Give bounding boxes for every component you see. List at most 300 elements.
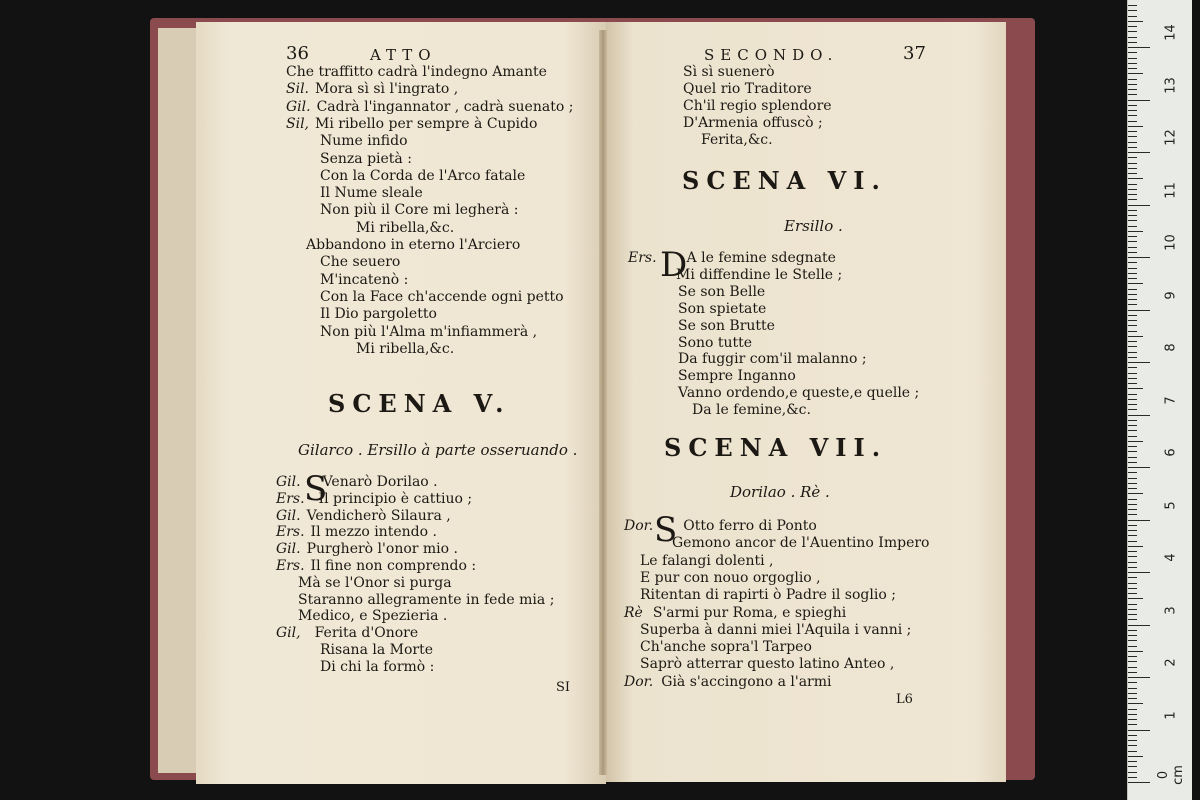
ruler-tick bbox=[1128, 231, 1143, 232]
ruler-tick bbox=[1128, 278, 1137, 279]
ruler-tick bbox=[1128, 115, 1137, 116]
verse-text: Sì sì suenerò bbox=[683, 64, 775, 80]
ruler-tick bbox=[1128, 667, 1137, 668]
ruler-tick bbox=[1128, 493, 1143, 494]
verse-text: Sempre Inganno bbox=[678, 368, 796, 385]
verse-line bbox=[628, 250, 836, 266]
ruler-tick bbox=[1128, 100, 1150, 101]
verse-line bbox=[276, 659, 434, 675]
ruler-tick bbox=[1128, 535, 1137, 536]
ruler-tick bbox=[1128, 294, 1137, 295]
ruler-tick bbox=[1128, 719, 1137, 720]
verse-text: Che traffitto cadrà l'indegno Amante bbox=[286, 64, 547, 80]
verse-line bbox=[628, 385, 919, 401]
ruler-tick bbox=[1128, 189, 1137, 190]
verse-text: Cadrà l'ingannator , cadrà suenato ; bbox=[316, 98, 574, 115]
verse-line bbox=[624, 535, 929, 551]
ruler-label: 8 bbox=[1163, 343, 1179, 352]
ruler-tick bbox=[1128, 436, 1137, 437]
ruler-tick bbox=[1128, 745, 1137, 746]
speaker-label: Ers. bbox=[276, 524, 305, 541]
verse-text: Se son Belle bbox=[678, 283, 766, 300]
verse-text: Di chi la formò : bbox=[320, 658, 435, 675]
verse-line bbox=[628, 267, 842, 283]
ruler-tick bbox=[1128, 556, 1137, 557]
ruler-tick bbox=[1128, 682, 1137, 683]
ruler-tick bbox=[1128, 656, 1137, 657]
verse-text: Abbandono in eterno l'Arciero bbox=[306, 237, 521, 253]
ruler-tick bbox=[1128, 247, 1137, 248]
verse-line bbox=[624, 656, 894, 672]
verse-line bbox=[624, 570, 821, 586]
ruler-tick bbox=[1128, 121, 1137, 122]
verse-line bbox=[286, 272, 408, 288]
ruler-tick bbox=[1128, 378, 1137, 379]
ruler-tick bbox=[1128, 341, 1137, 342]
ruler-tick bbox=[1128, 58, 1137, 59]
scene-6-title: SCENA VI. bbox=[682, 166, 887, 195]
verse-text: Purgherò l'onor mio . bbox=[306, 541, 458, 558]
verse-line bbox=[276, 541, 458, 557]
verse-text: Se son Brutte bbox=[678, 317, 775, 334]
speaker-label: Gil. bbox=[286, 98, 311, 115]
verse-text: Vendicherò Silaura , bbox=[306, 507, 451, 524]
ruler-tick bbox=[1128, 588, 1137, 589]
verse-line bbox=[624, 622, 911, 638]
ruler-tick bbox=[1128, 777, 1137, 778]
ruler-label: 3 bbox=[1163, 605, 1179, 615]
verse-text: Mi ribello per sempre à Cupido bbox=[315, 115, 538, 132]
ruler-tick bbox=[1128, 756, 1143, 757]
ruler-tick bbox=[1128, 688, 1137, 689]
ruler-tick bbox=[1128, 551, 1137, 552]
ruler-tick bbox=[1128, 520, 1150, 521]
ruler-tick bbox=[1128, 420, 1137, 421]
ruler-tick bbox=[1128, 619, 1137, 620]
ruler-tick bbox=[1128, 604, 1137, 605]
ruler-tick bbox=[1128, 572, 1150, 573]
ruler-tick bbox=[1128, 751, 1137, 752]
right-catchword: L6 bbox=[896, 692, 913, 707]
ruler-tick bbox=[1128, 84, 1137, 85]
ruler-tick bbox=[1128, 388, 1143, 389]
verse-text: Non più l'Alma m'infiammerà , bbox=[320, 323, 538, 340]
verse-text: Saprò atterrar questo latino Anteo , bbox=[640, 656, 895, 673]
verse-line bbox=[286, 168, 525, 184]
ruler-tick bbox=[1128, 336, 1143, 337]
verse-line bbox=[628, 351, 867, 367]
ruler-tick bbox=[1128, 467, 1150, 468]
ruler-label: 12 bbox=[1163, 129, 1179, 146]
ruler-tick bbox=[1128, 672, 1137, 673]
ruler-tick bbox=[1128, 488, 1137, 489]
ruler-tick bbox=[1128, 724, 1137, 725]
ruler-tick bbox=[1128, 546, 1143, 547]
ruler-tick bbox=[1128, 504, 1137, 505]
speaker-label: Gil, bbox=[276, 625, 301, 642]
ruler-tick bbox=[1128, 483, 1137, 484]
ruler-tick bbox=[1128, 567, 1137, 568]
ruler-label: 14 bbox=[1163, 24, 1179, 41]
ruler-label: 9 bbox=[1163, 290, 1179, 300]
verse-text: Il fine non comprendo : bbox=[310, 558, 477, 574]
left-running-head: ATTO bbox=[370, 46, 437, 64]
verse-text: Son spietate bbox=[678, 300, 767, 317]
verse-line bbox=[286, 324, 537, 340]
ruler-tick bbox=[1128, 425, 1137, 426]
scene-7-title: SCENA VII. bbox=[664, 433, 888, 462]
verse-line bbox=[628, 368, 796, 384]
verse-line bbox=[286, 64, 547, 80]
verse-line bbox=[628, 284, 765, 300]
ruler-tick bbox=[1128, 68, 1137, 69]
ruler-tick bbox=[1128, 194, 1137, 195]
ruler-tick bbox=[1128, 21, 1143, 22]
verse-line bbox=[624, 605, 846, 621]
ruler-tick bbox=[1128, 562, 1137, 563]
scene-7-drop-cap: S bbox=[654, 510, 678, 550]
ruler-tick bbox=[1128, 289, 1137, 290]
verse-text: Superba à danni miei l'Aquila i vanni ; bbox=[640, 621, 912, 638]
ruler-tick bbox=[1128, 262, 1137, 263]
verse-line bbox=[628, 402, 811, 418]
verse-text: M'incatenò : bbox=[320, 271, 409, 288]
ruler-tick bbox=[1128, 651, 1143, 652]
verse-text: Ferita,&c. bbox=[701, 132, 773, 148]
verse-line bbox=[286, 116, 537, 132]
verse-text: Medico, e Spezieria . bbox=[298, 608, 448, 625]
ruler-tick bbox=[1128, 320, 1137, 321]
ruler-label: 5 bbox=[1163, 500, 1179, 510]
ruler-tick bbox=[1128, 404, 1137, 405]
verse-line bbox=[628, 335, 752, 351]
ruler-tick bbox=[1128, 730, 1150, 731]
verse-text: Venarò Dorilao . bbox=[322, 474, 438, 490]
ruler-tick bbox=[1128, 399, 1137, 400]
ruler-tick bbox=[1128, 609, 1137, 610]
verse-text: Sono tutte bbox=[678, 334, 753, 351]
ruler-tick bbox=[1128, 184, 1137, 185]
ruler-tick bbox=[1128, 772, 1137, 773]
ruler-tick bbox=[1128, 782, 1150, 783]
ruler-tick bbox=[1128, 283, 1143, 284]
verse-text: Con la Corda de l'Arco fatale bbox=[320, 167, 526, 184]
verse-text: S'armi pur Roma, e spieghi bbox=[652, 604, 847, 621]
ruler-tick bbox=[1128, 5, 1137, 6]
ruler-tick bbox=[1128, 499, 1137, 500]
ruler-tick bbox=[1128, 346, 1137, 347]
verse-line bbox=[624, 587, 896, 603]
verse-text: D'Armenia offuscò ; bbox=[683, 115, 823, 131]
ruler-label: 10 bbox=[1163, 234, 1179, 251]
verse-line bbox=[286, 289, 564, 305]
verse-line bbox=[286, 185, 423, 201]
verse-line bbox=[683, 98, 832, 114]
verse-line bbox=[286, 341, 454, 357]
ruler-tick bbox=[1128, 661, 1137, 662]
ruler-tick bbox=[1128, 598, 1143, 599]
ruler-tick bbox=[1128, 451, 1137, 452]
ruler-tick bbox=[1128, 94, 1137, 95]
ruler-tick bbox=[1128, 640, 1137, 641]
ruler-tick bbox=[1128, 677, 1150, 678]
speaker-label: Ers. bbox=[276, 558, 305, 574]
ruler-tick bbox=[1128, 625, 1150, 626]
scene-5-title: SCENA V. bbox=[328, 389, 511, 418]
ruler-tick bbox=[1128, 709, 1137, 710]
speaker-label: Ers. bbox=[628, 250, 657, 266]
ruler-tick bbox=[1128, 89, 1137, 90]
verse-line bbox=[286, 99, 573, 115]
verse-line bbox=[683, 132, 773, 148]
scene-5-cast: Gilarco . Ersillo à parte osseruando . bbox=[298, 441, 578, 459]
verse-text: Ch'anche sopra'l Tarpeo bbox=[640, 639, 812, 656]
right-page-number: 37 bbox=[903, 43, 926, 64]
ruler-label: 7 bbox=[1163, 395, 1179, 405]
ruler-tick bbox=[1128, 273, 1137, 274]
ruler-label: 2 bbox=[1163, 658, 1179, 667]
ruler-tick bbox=[1128, 163, 1137, 164]
verse-text: Otto ferro di Ponto bbox=[683, 518, 817, 534]
ruler-tick bbox=[1128, 47, 1150, 48]
ruler-tick bbox=[1128, 199, 1137, 200]
verse-line bbox=[683, 64, 775, 80]
ruler-tick bbox=[1128, 152, 1150, 153]
ruler-tick bbox=[1128, 168, 1137, 169]
ruler-tick bbox=[1128, 740, 1137, 741]
verse-line bbox=[276, 474, 438, 490]
ruler-tick bbox=[1128, 761, 1137, 762]
verse-text: Quel rio Traditore bbox=[683, 81, 812, 97]
ruler-tick bbox=[1128, 241, 1137, 242]
ruler-tick bbox=[1128, 525, 1137, 526]
verse-text: A le femine sdegnate bbox=[686, 250, 836, 266]
verse-text: Il mezzo intendo . bbox=[310, 524, 437, 541]
verse-line bbox=[683, 115, 823, 131]
speaker-label: Gil. bbox=[276, 541, 301, 558]
verse-line bbox=[286, 220, 454, 236]
ruler-tick bbox=[1128, 142, 1137, 143]
verse-text: Da le femine,&c. bbox=[692, 402, 811, 419]
verse-text: Mora sì sì l'ingrato , bbox=[315, 81, 459, 98]
left-signature: SI bbox=[556, 680, 571, 695]
speaker-label: Rè bbox=[624, 604, 643, 621]
verse-text: Il principio è cattiuo ; bbox=[318, 490, 473, 507]
ruler-tick bbox=[1128, 409, 1137, 410]
ruler-tick bbox=[1128, 205, 1150, 206]
verse-line bbox=[286, 237, 520, 253]
verse-text: Mi ribella,&c. bbox=[356, 219, 455, 236]
ruler-tick bbox=[1128, 304, 1137, 305]
verse-line bbox=[276, 524, 437, 540]
ruler-tick bbox=[1128, 63, 1137, 64]
ruler-tick bbox=[1128, 514, 1137, 515]
ruler-tick bbox=[1128, 703, 1143, 704]
ruler-tick bbox=[1128, 215, 1137, 216]
verse-text: Le falangi dolenti , bbox=[640, 552, 774, 569]
verse-line bbox=[286, 81, 458, 97]
verse-text: Non più il Core mi legherà : bbox=[320, 202, 519, 219]
verse-line bbox=[628, 318, 775, 334]
verse-text: Che seuero bbox=[320, 254, 401, 271]
ruler-tick bbox=[1128, 37, 1137, 38]
verse-line bbox=[286, 306, 437, 322]
ruler-tick bbox=[1128, 315, 1137, 316]
ruler-tick bbox=[1128, 614, 1137, 615]
verse-text: Ritentan di rapirti ò Padre il soglio ; bbox=[640, 587, 896, 604]
verse-text: Senza pietà : bbox=[320, 150, 412, 167]
verse-text: Vanno ordendo,e queste,e quelle ; bbox=[678, 385, 920, 402]
ruler-label: 13 bbox=[1163, 76, 1179, 94]
verse-text: E pur con nouo orgoglio , bbox=[640, 569, 821, 586]
ruler-tick bbox=[1128, 415, 1150, 416]
left-page-number: 36 bbox=[286, 43, 309, 64]
speaker-label: Ers. bbox=[276, 490, 305, 507]
ruler-tick bbox=[1128, 131, 1137, 132]
verse-line bbox=[286, 151, 412, 167]
verse-text: Mi diffendine le Stelle ; bbox=[676, 266, 843, 283]
speaker-label: Dor. bbox=[624, 518, 654, 534]
verse-line bbox=[276, 608, 447, 624]
ruler-tick bbox=[1128, 105, 1137, 106]
ruler-tick bbox=[1128, 31, 1137, 32]
scene-6-drop-cap: D bbox=[660, 245, 688, 285]
ruler-tick bbox=[1128, 325, 1137, 326]
ruler-tick bbox=[1128, 310, 1150, 311]
verse-text: Da fuggir com'il malanno ; bbox=[678, 351, 867, 368]
verse-text: Il Nume sleale bbox=[320, 185, 423, 202]
verse-text: Ch'il regio splendore bbox=[683, 98, 832, 114]
ruler-tick bbox=[1128, 430, 1137, 431]
verse-line bbox=[276, 491, 472, 507]
ruler-tick bbox=[1128, 220, 1137, 221]
ruler-tick bbox=[1128, 357, 1137, 358]
ruler-tick bbox=[1128, 541, 1137, 542]
verse-text: Nume infido bbox=[320, 133, 408, 150]
ruler-tick bbox=[1128, 714, 1137, 715]
ruler-tick bbox=[1128, 766, 1137, 767]
ruler-tick bbox=[1128, 178, 1143, 179]
scene-5-drop-cap: S bbox=[304, 469, 328, 509]
verse-text: Risana la Morte bbox=[320, 642, 434, 658]
ruler-tick bbox=[1128, 210, 1137, 211]
ruler-tick bbox=[1128, 42, 1137, 43]
ruler-tick bbox=[1128, 173, 1137, 174]
ruler-label: 0 cm bbox=[1156, 765, 1186, 785]
ruler-tick bbox=[1128, 457, 1137, 458]
ruler-label: 11 bbox=[1163, 181, 1179, 199]
ruler-tick bbox=[1128, 252, 1137, 253]
verse-line bbox=[624, 639, 812, 655]
verse-line bbox=[276, 558, 476, 574]
verse-line bbox=[628, 301, 766, 317]
ruler-tick bbox=[1128, 299, 1137, 300]
ruler-tick bbox=[1128, 693, 1137, 694]
scene-6-cast: Ersillo . bbox=[784, 217, 843, 235]
ruler-tick bbox=[1128, 635, 1137, 636]
ruler-tick bbox=[1128, 577, 1137, 578]
ruler-tick bbox=[1128, 735, 1137, 736]
verse-line bbox=[276, 575, 452, 591]
ruler-tick bbox=[1128, 26, 1137, 27]
ruler-tick bbox=[1128, 472, 1137, 473]
verse-text: Ferita d'Onore bbox=[314, 625, 419, 642]
verse-text: Mi ribella,&c. bbox=[356, 340, 455, 357]
ruler-tick bbox=[1128, 79, 1137, 80]
ruler-tick bbox=[1128, 73, 1143, 74]
ruler-label: 6 bbox=[1163, 448, 1179, 457]
verse-text: Gemono ancor de l'Auentino Impero bbox=[672, 535, 930, 552]
ruler-tick bbox=[1128, 646, 1137, 647]
ruler-tick bbox=[1128, 16, 1137, 17]
book-gutter bbox=[599, 30, 607, 775]
verse-text: Con la Face ch'accende ogni petto bbox=[320, 288, 564, 305]
ruler-tick bbox=[1128, 352, 1137, 353]
verse-line bbox=[286, 254, 400, 270]
ruler-tick bbox=[1128, 136, 1137, 137]
verse-line bbox=[276, 625, 418, 641]
measuring-ruler bbox=[1127, 0, 1192, 800]
speaker-label: Dor. bbox=[624, 673, 654, 690]
ruler-tick bbox=[1128, 126, 1143, 127]
ruler-tick bbox=[1128, 268, 1137, 269]
ruler-tick bbox=[1128, 593, 1137, 594]
ruler-tick bbox=[1128, 331, 1137, 332]
ruler-tick bbox=[1128, 478, 1137, 479]
verse-text: Già s'accingono a l'armi bbox=[661, 673, 832, 690]
verse-line bbox=[276, 508, 451, 524]
verse-line bbox=[624, 674, 831, 690]
verse-text: Staranno allegramente in fede mia ; bbox=[298, 591, 555, 608]
speaker-label: Gil. bbox=[276, 474, 301, 490]
ruler-tick bbox=[1128, 383, 1137, 384]
ruler-tick bbox=[1128, 462, 1137, 463]
ruler-label: 4 bbox=[1163, 553, 1179, 562]
ruler-label: 1 bbox=[1163, 710, 1179, 720]
speaker-label: Gil. bbox=[276, 507, 301, 524]
right-running-head: SECONDO. bbox=[704, 46, 839, 64]
scene-7-cast: Dorilao . Rè . bbox=[730, 483, 830, 501]
verse-line bbox=[286, 202, 518, 218]
ruler-tick bbox=[1128, 110, 1137, 111]
ruler-tick bbox=[1128, 10, 1137, 11]
verse-text: Mà se l'Onor si purga bbox=[298, 574, 452, 591]
verse-text: Il Dio pargoletto bbox=[320, 306, 437, 323]
speaker-label: Sil. bbox=[286, 81, 309, 98]
verse-line bbox=[276, 642, 433, 658]
ruler-tick bbox=[1128, 446, 1137, 447]
ruler-tick bbox=[1128, 257, 1150, 258]
ruler-tick bbox=[1128, 630, 1137, 631]
ruler-tick bbox=[1128, 157, 1137, 158]
verse-line bbox=[624, 553, 773, 569]
ruler-tick bbox=[1128, 583, 1137, 584]
ruler-tick bbox=[1128, 147, 1137, 148]
verse-line bbox=[624, 518, 817, 534]
ruler-tick bbox=[1128, 52, 1137, 53]
ruler-tick bbox=[1128, 530, 1137, 531]
ruler-tick bbox=[1128, 394, 1137, 395]
ruler-tick bbox=[1128, 698, 1137, 699]
verse-line bbox=[276, 592, 554, 608]
ruler-tick bbox=[1128, 362, 1150, 363]
ruler-tick bbox=[1128, 236, 1137, 237]
verse-line bbox=[683, 81, 812, 97]
verse-line bbox=[286, 133, 408, 149]
ruler-tick bbox=[1128, 226, 1137, 227]
ruler-tick bbox=[1128, 367, 1137, 368]
speaker-label: Sil, bbox=[286, 115, 309, 132]
